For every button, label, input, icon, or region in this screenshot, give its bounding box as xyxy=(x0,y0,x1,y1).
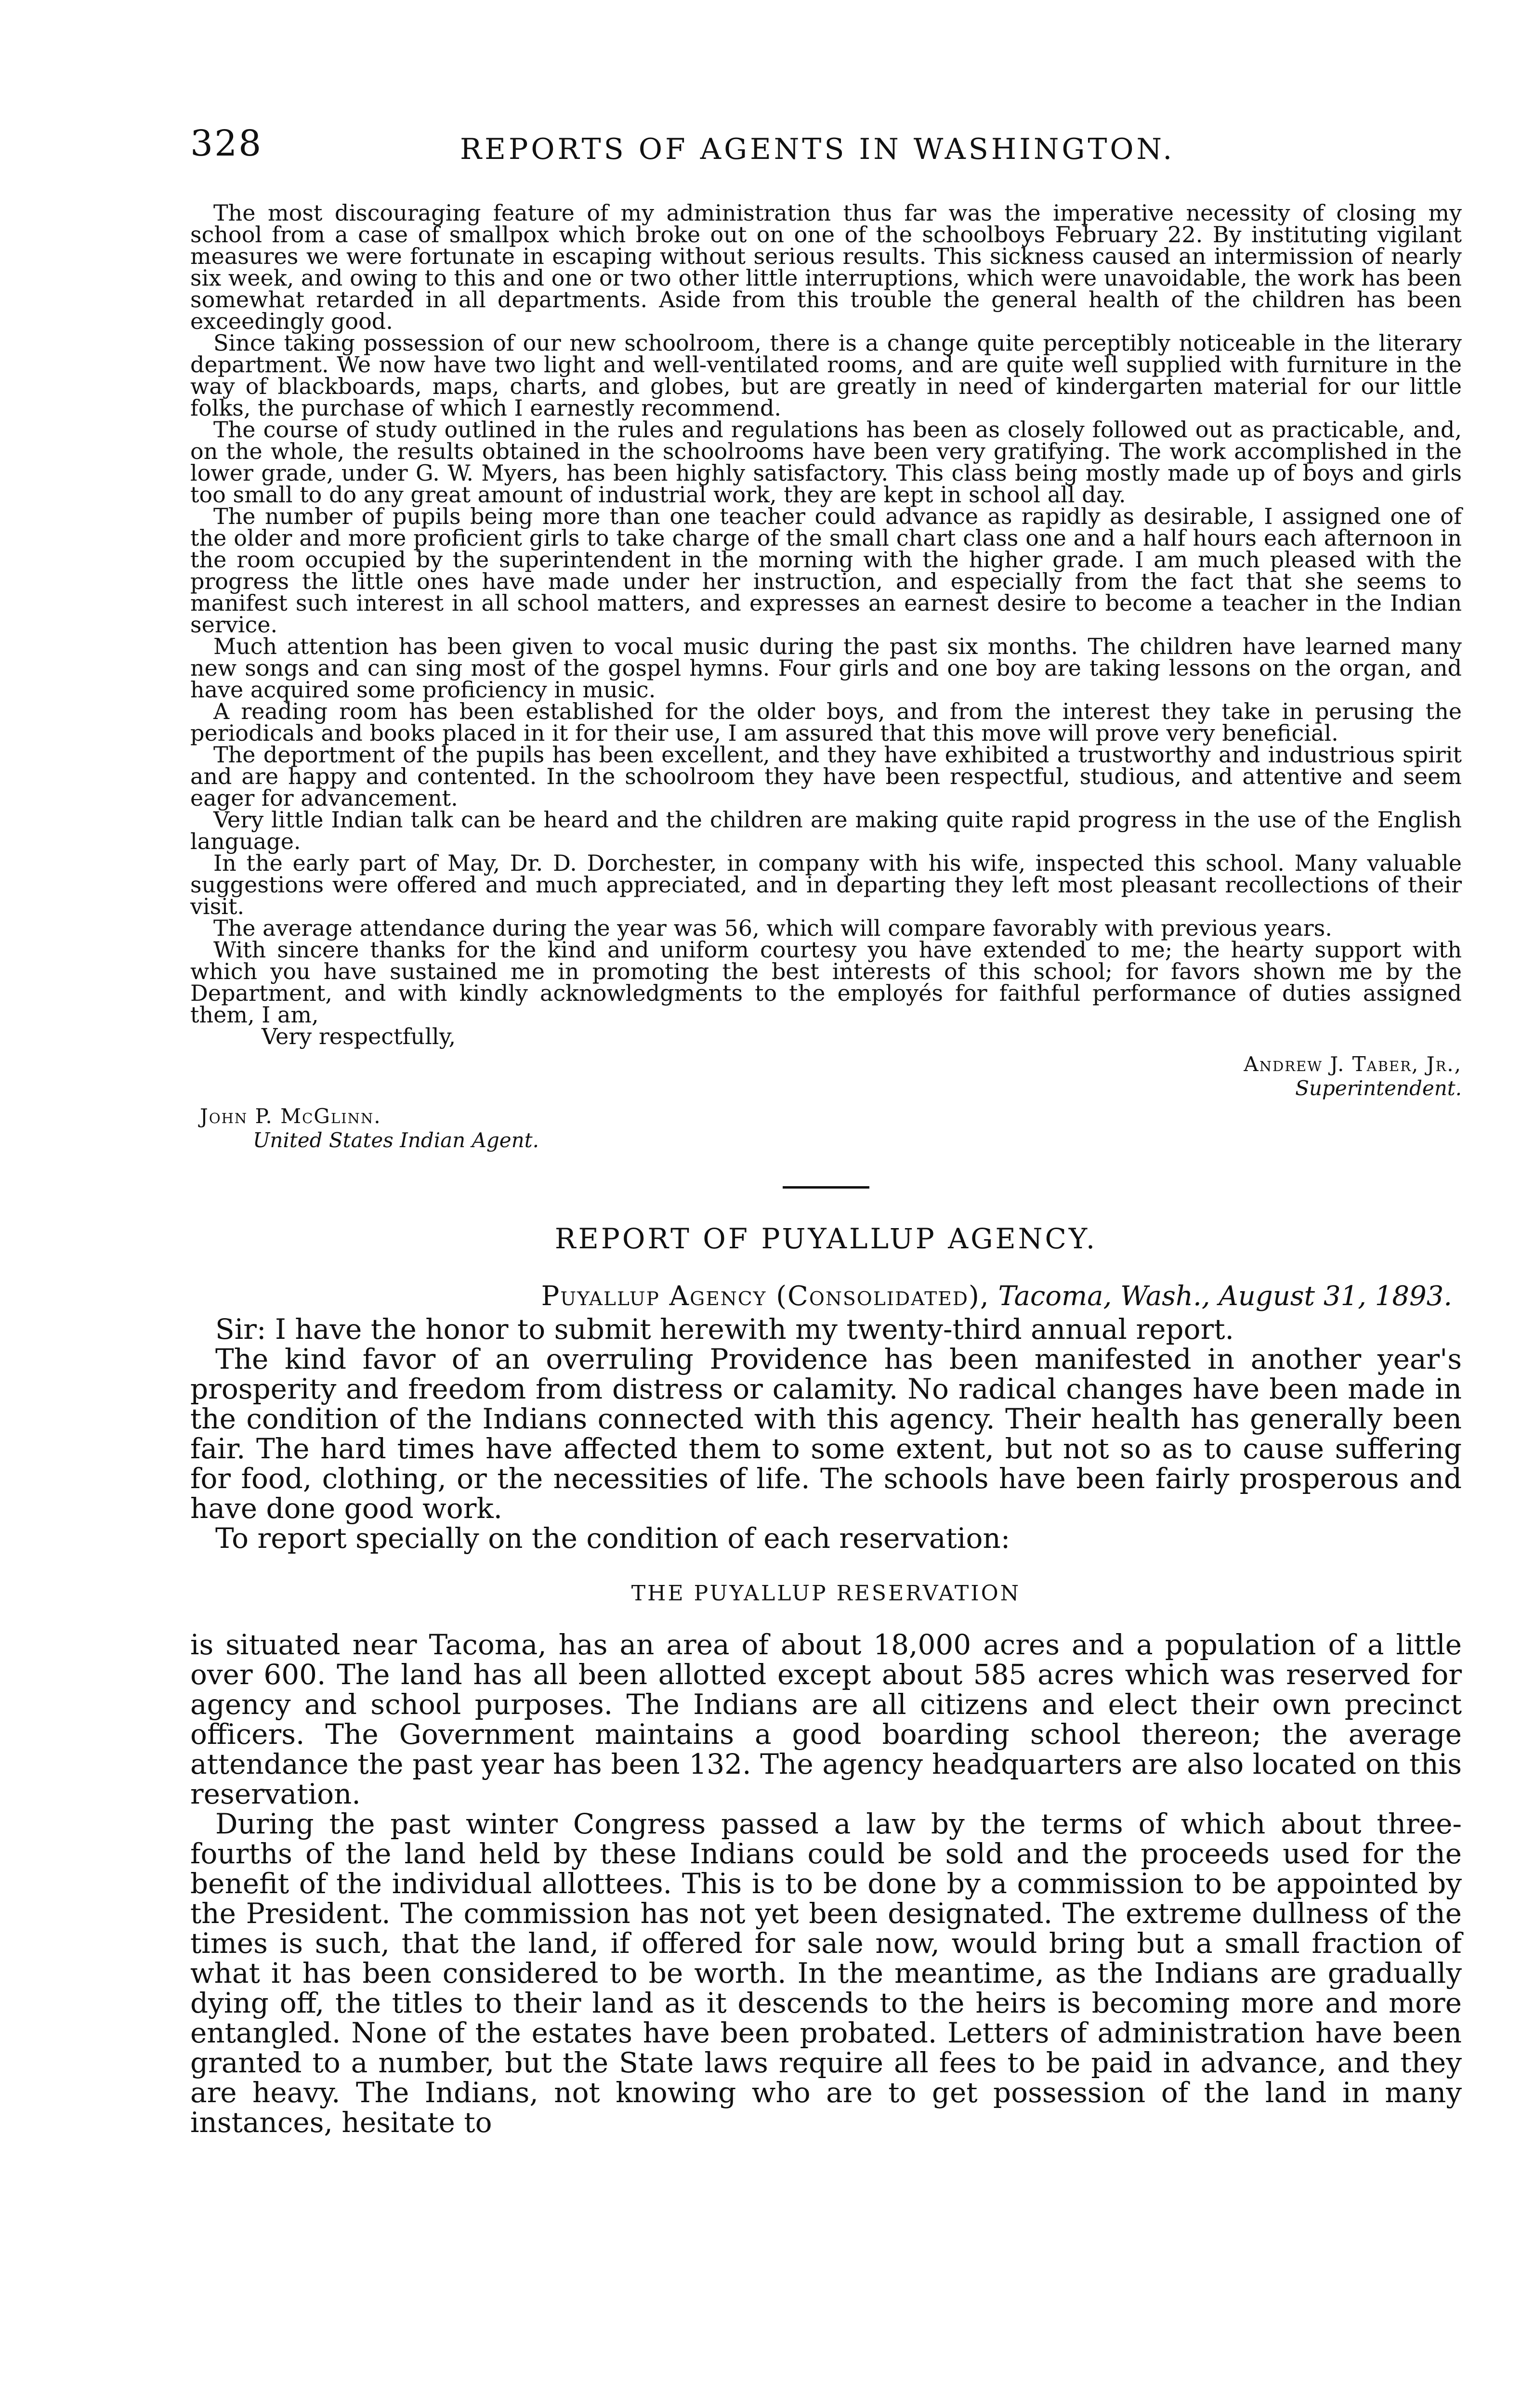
letter-paragraph: The number of pupils being more than one teacher could advance as rapidly as desirable, I assigned one of the older and more proficient girls to take charge of the small chart class one and a half hours each afternoon in the room occupied by the superintendent in the morning with the higher grade. I am much pleased with the progress the little ones have made under her instruction, and especially from the fact that she seems to manifest such interest in all school matters, and expresses an earnest desire to become a teacher in the Indian service. xyxy=(190,503,1462,638)
report-paragraph: To report specially on the condition of each reservation: xyxy=(215,1522,1010,1555)
dateline-agency: Puyallup Agency (Consolidated), xyxy=(541,1281,990,1312)
running-head: REPORTS OF AGENTS IN WASHINGTON. xyxy=(460,132,1175,166)
letter-paragraph: The average attendance during the year was 56, which will compare favorably with previous years. xyxy=(213,915,1332,941)
letter-paragraph: In the early part of May, Dr. D. Dorchester, in company with his wife, inspected this school. Many valuable suggestions were offered and much appreciated, and in departing they left most pleasant recollections of their visit. xyxy=(190,850,1462,919)
signer-title: Superintendent. xyxy=(1295,1076,1462,1100)
signature-block xyxy=(190,1052,1462,1100)
report-paragraph: During the past winter Congress passed a law by the terms of which about three-fourths of the land held by these Indians could be sold and the proceeds used for the benefit of the individual allottees. This is to be done by a commission to be appointed by the President. The commission has not yet been designated. The extreme dullness of the times is such, that the land, if offered for sale now, would bring but a small fraction of what it has been considered to be worth. In the meantime, as the Indians are gradually dying off, the titles to their land as it descends to the heirs is becoming more and more entangled. None of the estates have been probated. Letters of administration have been granted to a number, but the State laws require all fees to be paid in advance, and they are heavy. The Indians, not knowing who are to get possession of the land in many instances, hesitate to xyxy=(190,1807,1462,2139)
page-header xyxy=(190,123,1462,181)
salutation-paragraph: Sir: I have the honor to submit herewith my twenty-third annual report. xyxy=(215,1313,1234,1346)
addressee-block xyxy=(190,1104,1462,1152)
letter-paragraph: Since taking possession of our new schoolroom, there is a change quite perceptibly noticeable in the literary department. We now have two light and well-ventilated rooms, and are quite well supplied with furniture in the way of blackboards, maps, charts, and globes, but are greatly in need of kindergarten material for our little folks, the purchase of which I earnestly recommend. xyxy=(190,330,1462,421)
section-divider xyxy=(783,1186,869,1189)
letter-paragraph: The course of study outlined in the rules and regulations has been as closely followed out as practicable, and, on the whole, the results obtained in the schoolrooms have been very gratifying. The work accomplished in the lower grade, under G. W. Myers, has been highly satisfactory. This class being mostly made up of boys and girls too small to do any great amount of industrial work, they are kept in school all day. xyxy=(190,417,1462,508)
page-number: 328 xyxy=(190,123,263,164)
section-heading: THE PUYALLUP RESERVATION xyxy=(631,1581,1021,1606)
report-paragraph: is situated near Tacoma, has an area of about 18,000 acres and a population of a little over 600. The land has all been allotted except about 585 acres which was reserved for agency and school purposes. The Indians are all citizens and elect their own precinct officers. The Government maintains a good boarding school thereon; the average attendance the past year has been 132. The agency headquarters are also located on this reservation. xyxy=(190,1628,1462,1810)
addressee-name: John P. McGlinn. xyxy=(200,1104,381,1128)
signer-name: Andrew J. Taber, Jr., xyxy=(1244,1052,1462,1076)
dateline xyxy=(190,1282,1462,1311)
letter-body xyxy=(190,202,1462,1047)
letter-paragraph: Very little Indian talk can be heard and the children are making quite rapid progress in the use of the English language. xyxy=(190,807,1462,854)
letter-paragraph: A reading room has been established for the older boys, and from the interest they take in perusing the periodicals and books placed in it for their use, I am assured that this move will prove very beneficial. xyxy=(190,698,1462,746)
letter-paragraph: With sincere thanks for the kind and uniform courtesy you have extended to me; the hearty support with which you have sustained me in promoting the best interests of this school; for favors shown me by the Department, and with kindly acknowledgments to the employés for faithful performance of duties assigned them, I am, xyxy=(190,937,1462,1028)
page-body xyxy=(190,202,1462,2137)
dateline-place: Tacoma, Wash., August 31, 1893. xyxy=(998,1281,1452,1312)
reservation-section xyxy=(190,1630,1462,2137)
closing: Very respectfully, xyxy=(262,1023,456,1049)
report-title: REPORT OF PUYALLUP AGENCY. xyxy=(554,1222,1098,1255)
addressee-title: United States Indian Agent. xyxy=(253,1128,539,1152)
letter-paragraph: The deportment of the pupils has been excellent, and they have exhibited a trustworthy and industrious spirit and are happy and contented. In the schoolroom they have been respectful, studious, and attentive and seem eager for advancement. xyxy=(190,742,1462,811)
letter-paragraph: The most discouraging feature of my administration thus far was the imperative necessity of closing my school from a case of smallpox which broke out on one of the schoolboys February 22. By instituting vigilant measures we were fortunate in escaping without serious results. This sickness caused an intermission of nearly six week, and owing to this and one or two other little interruptions, which were unavoidable, the work has been somewhat retarded in all departments. Aside from this trouble the general health of the children has been exceedingly good. xyxy=(190,200,1462,334)
report-intro xyxy=(190,1314,1462,1553)
report-paragraph: The kind favor of an overruling Providence has been manifested in another year's prosperity and freedom from distress or calamity. No radical changes have been made in the condition of the Indians connected with this agency. Their health has generally been fair. The hard times have affected them to some extent, but not so as to cause suffering for food, clothing, or the necessities of life. The schools have been fairly prosperous and have done good work. xyxy=(190,1343,1462,1525)
letter-paragraph: Much attention has been given to vocal music during the past six months. The children have learned many new songs and can sing most of the gospel hymns. Four girls and one boy are taking lessons on the organ, and have acquired some proficiency in music. xyxy=(190,633,1462,703)
